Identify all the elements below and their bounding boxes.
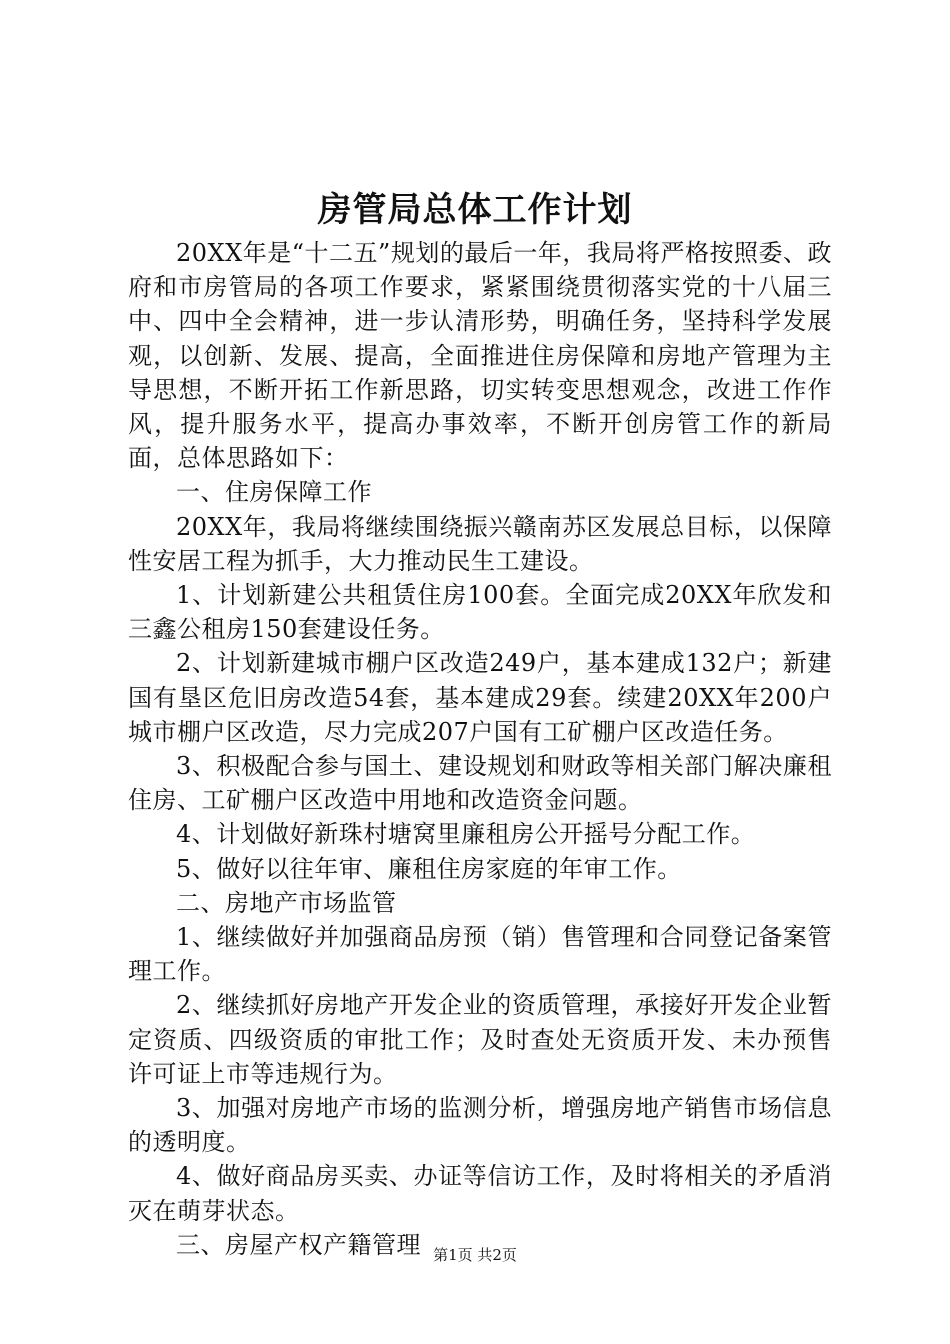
list-item: 3、积极配合参与国土、建设规划和财政等相关部门解决廉租住房、工矿棚户区改造中用地和改造资金问题。 <box>128 752 832 815</box>
list-item: 1、计划新建公共租赁住房100套。全面完成20XX年欣发和三鑫公租房150套建设任务。 <box>128 581 832 644</box>
list-item: 2、继续抓好房地产开发企业的资质管理，承接好开发企业暂定资质、四级资质的审批工作；及时查处无资质开发、未办预售许可证上市等违规行为。 <box>128 991 832 1088</box>
intro-paragraph: 20XX年是“十二五”规划的最后一年，我局将严格按照委、政府和市房管局的各项工作要求，紧紧围绕贯彻落实党的十八届三中、四中全会精神，进一步认清形势，明确任务，坚持科学发展观，以创新、发展、提高，全面推进住房保障和房地产管理为主导思想，不断开拓工作新思路，切实转变思想观念，改进工作作风，提升服务水平，提高办事效率，不断开创房管工作的新局面，总体思路如下： <box>128 239 832 473</box>
list-item: 5、做好以往年审、廉租住房家庭的年审工作。 <box>176 854 682 883</box>
list-item: 4、计划做好新珠村塘窝里廉租房公开摇号分配工作。 <box>176 820 756 849</box>
list-item: 4、做好商品房买卖、办证等信访工作，及时将相关的矛盾消灭在萌芽状态。 <box>128 1162 832 1225</box>
page-number-footer: 第1页 共2页 <box>433 1246 517 1264</box>
section-heading-property-rights: 三、房屋产权产籍管理 <box>176 1230 421 1259</box>
section-heading-market-supervision: 二、房地产市场监管 <box>176 888 397 917</box>
document-title: 房管局总体工作计划 <box>317 190 633 230</box>
section-heading-housing-security: 一、住房保障工作 <box>176 478 372 507</box>
list-item: 2、计划新建城市棚户区改造249户，基本建成132户；新建国有垦区危旧房改造54套，基本建成29套。续建20XX年200户城市棚户区改造，尽力完成207户国有工矿棚户区改造任务。 <box>128 649 832 746</box>
paragraph: 20XX年，我局将继续围绕振兴赣南苏区发展总目标，以保障性安居工程为抓手，大力推动民生工建设。 <box>128 512 832 575</box>
list-item: 1、继续做好并加强商品房预（销）售管理和合同登记备案管理工作。 <box>128 923 832 986</box>
list-item: 3、加强对房地产市场的监测分析，增强房地产销售市场信息的透明度。 <box>128 1094 832 1157</box>
document-body <box>128 236 832 1262</box>
